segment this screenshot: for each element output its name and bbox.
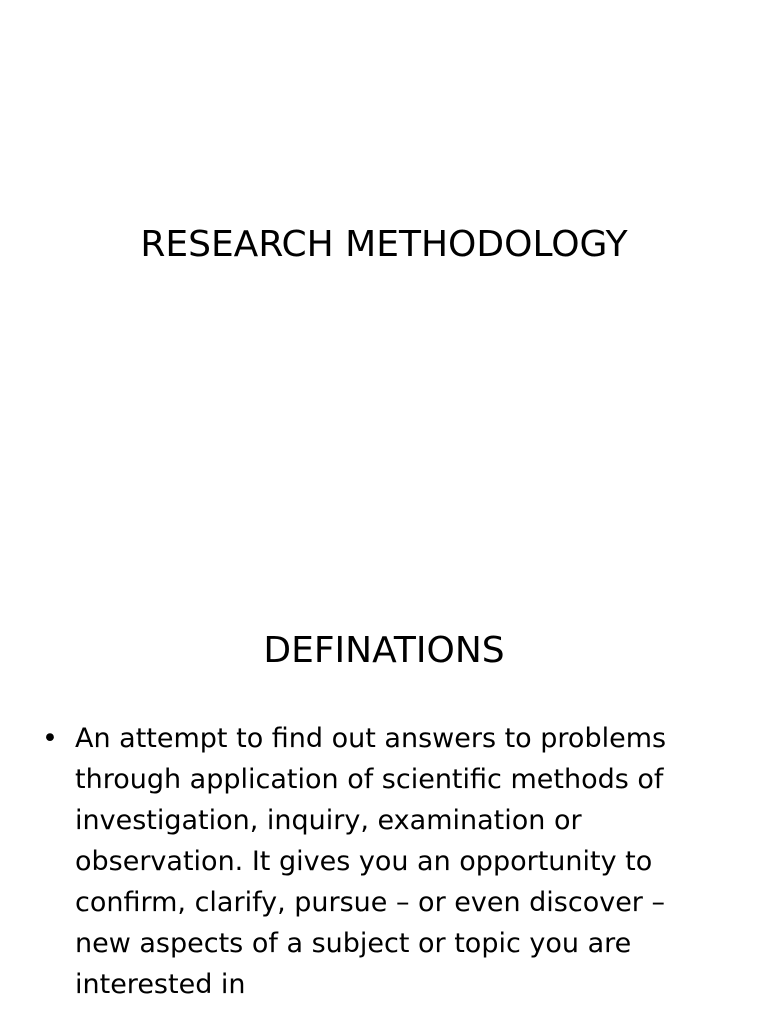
slide-definitions — [0, 576, 768, 1024]
bullet-text: An attempt to find out answers to problems through application of scientific methods of investigation, inquiry, examination or observation. It gives you an opportunity to confirm, clarify, pursue – or even discover – new aspects of a subject or topic you are interested in — [75, 723, 667, 1000]
bullet-dot-icon: • — [42, 723, 58, 754]
definitions-heading: DEFINATIONS — [263, 630, 505, 671]
bullet-item — [42, 718, 722, 1005]
slide-title-heading: RESEARCH METHODOLOGY — [140, 224, 628, 265]
definitions-bullet-list — [42, 718, 722, 1005]
